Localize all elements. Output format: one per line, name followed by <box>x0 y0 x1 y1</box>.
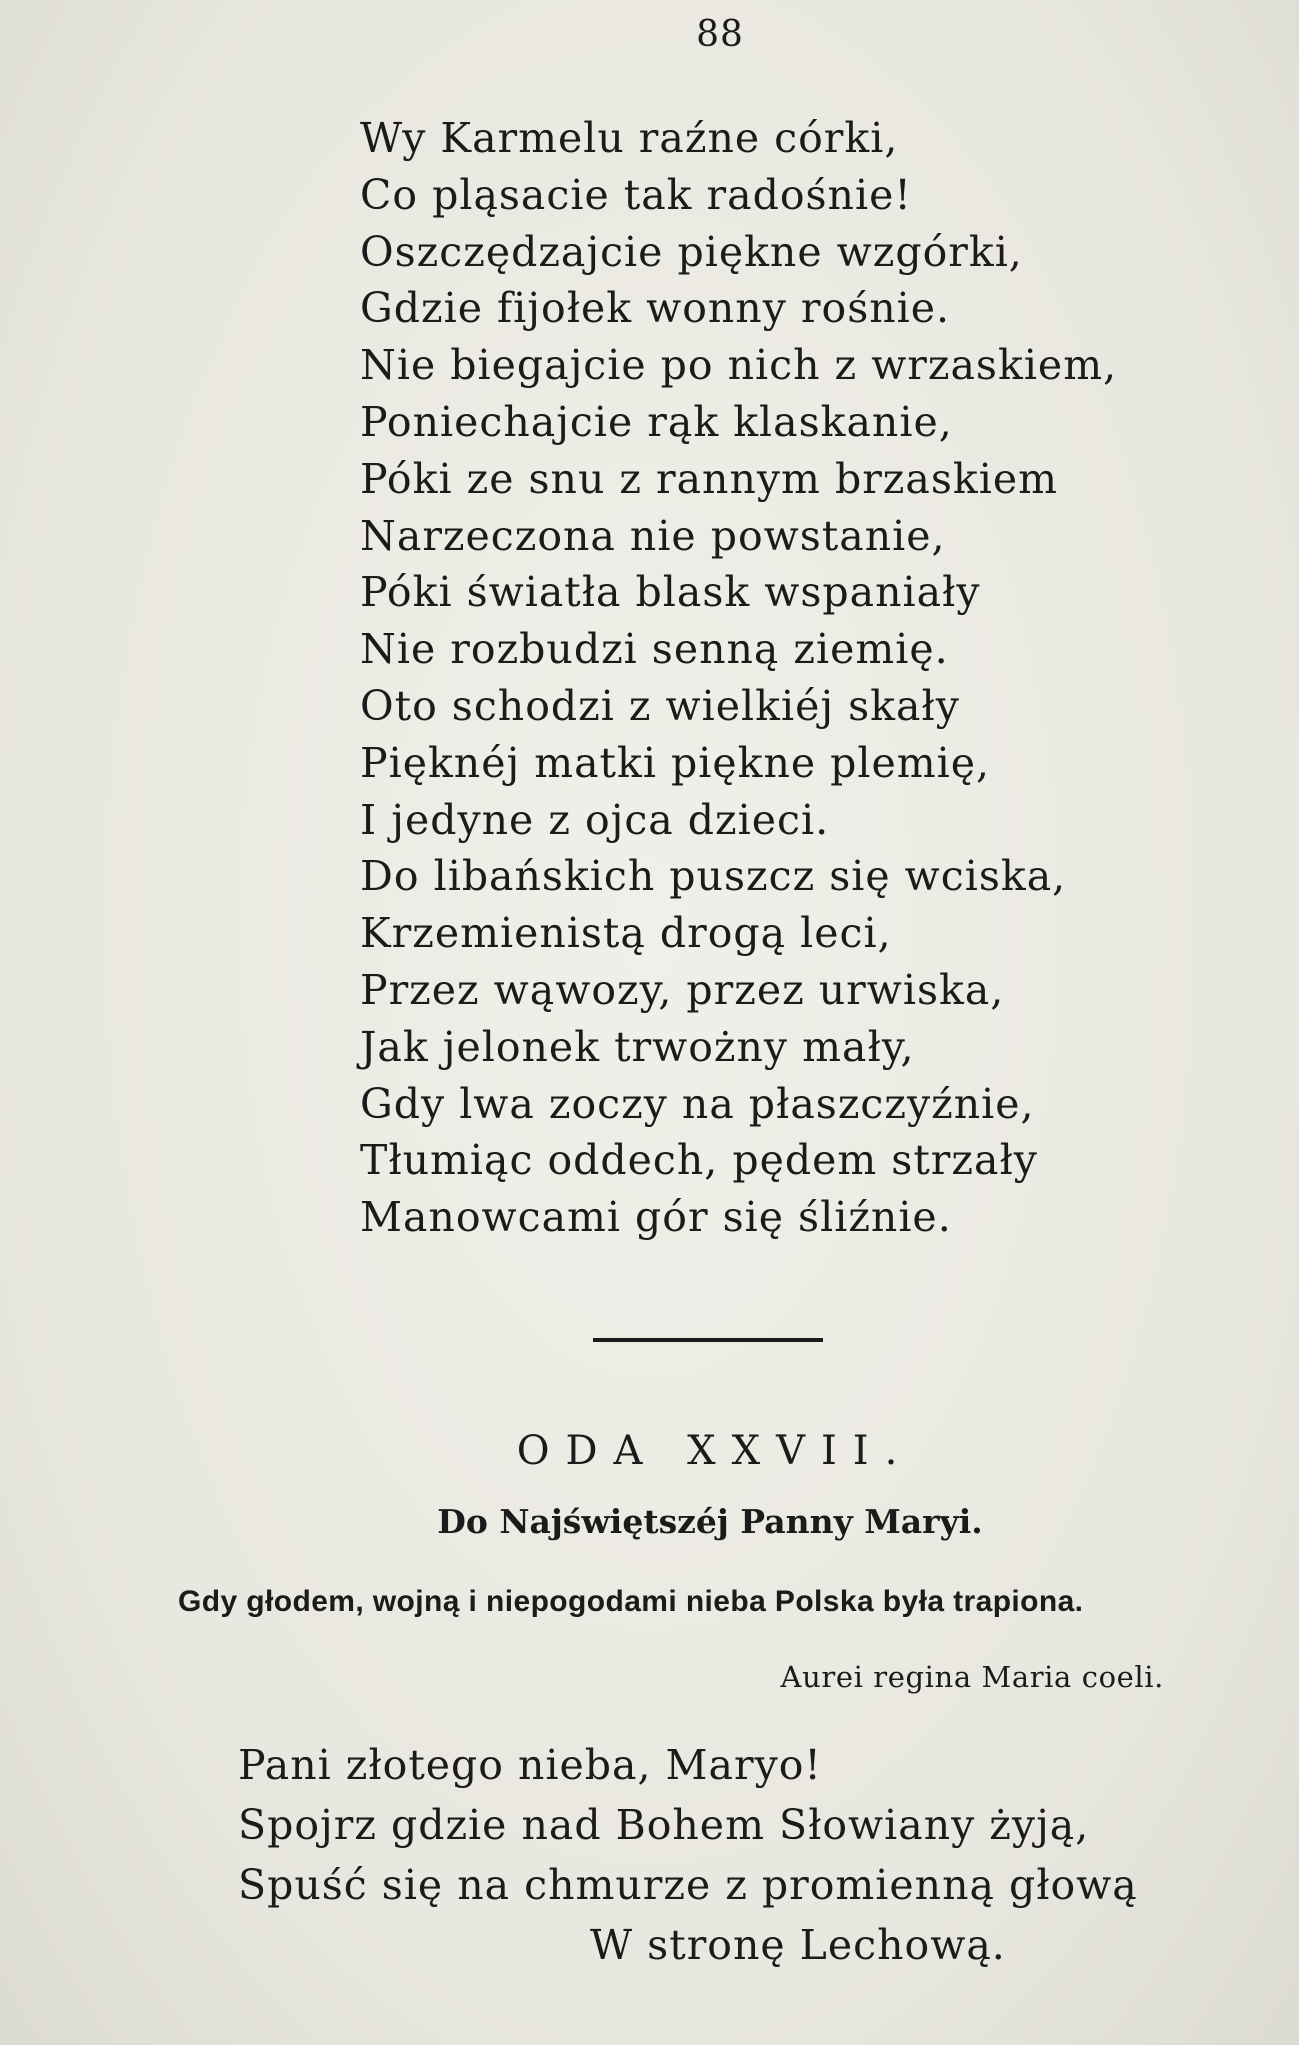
ode-subtitle: Do Najświętszéj Panny Maryi. <box>437 1502 983 1541</box>
poem-line: Nie biegajcie po nich z wrzaskiem, <box>360 341 1118 390</box>
ode-stanza <box>238 1735 1138 1975</box>
epigraph: Aurei regina Maria coeli. <box>780 1660 1164 1694</box>
poem-line: Jak jelonek trwożny mały, <box>360 1022 915 1071</box>
ode-line: Spuść się na chmurze z promienną głową <box>238 1861 1138 1909</box>
poem-line: Póki światła blask wspaniały <box>360 568 981 617</box>
poem-line: Do libańskich puszcz się wciska, <box>360 852 1067 901</box>
poem-line: Krzemienistą drogą leci, <box>360 909 892 958</box>
poem-line: Narzeczona nie powstanie, <box>360 511 946 560</box>
section-divider <box>593 1338 823 1342</box>
ode-line: Pani złotego nieba, Maryo! <box>238 1741 822 1789</box>
poem-line: Pięknéj matki piękne plemię, <box>360 738 991 787</box>
ode-line: Spojrz gdzie nad Bohem Słowiany żyją, <box>238 1801 1090 1849</box>
poem-stanza <box>360 110 1117 1246</box>
poem-line: Oszczędzajcie piękne wzgórki, <box>360 227 1023 276</box>
poem-line: Gdy lwa zoczy na płaszczyźnie, <box>360 1079 1035 1128</box>
poem-line: Poniechajcie rąk klaskanie, <box>360 397 953 446</box>
poem-line: Co pląsacie tak radośnie! <box>360 170 912 219</box>
ode-line: W stronę Lechową. <box>590 1921 1006 1969</box>
ode-title: ODA XXVII. <box>516 1428 914 1474</box>
page-number: 88 <box>696 14 744 55</box>
poem-line: Nie rozbudzi senną ziemię. <box>360 625 949 674</box>
poem-line: Przez wąwozy, przez urwiska, <box>360 965 1005 1014</box>
poem-line: I jedyne z ojca dzieci. <box>360 795 830 844</box>
poem-line: Póki ze snu z rannym brzaskiem <box>360 454 1058 503</box>
poem-line: Tłumiąc oddech, pędem strzały <box>360 1136 1038 1185</box>
poem-line: Wy Karmelu raźne córki, <box>360 114 899 162</box>
poem-line: Gdzie fijołek wonny rośnie. <box>360 284 951 333</box>
poem-line: Manowcami gór się śliźnie. <box>360 1193 952 1242</box>
ode-occasion: Gdy głodem, wojną i niepogodami nieba Polska była trapiona. <box>178 1585 1084 1618</box>
poem-line: Oto schodzi z wielkiéj skały <box>360 681 960 730</box>
